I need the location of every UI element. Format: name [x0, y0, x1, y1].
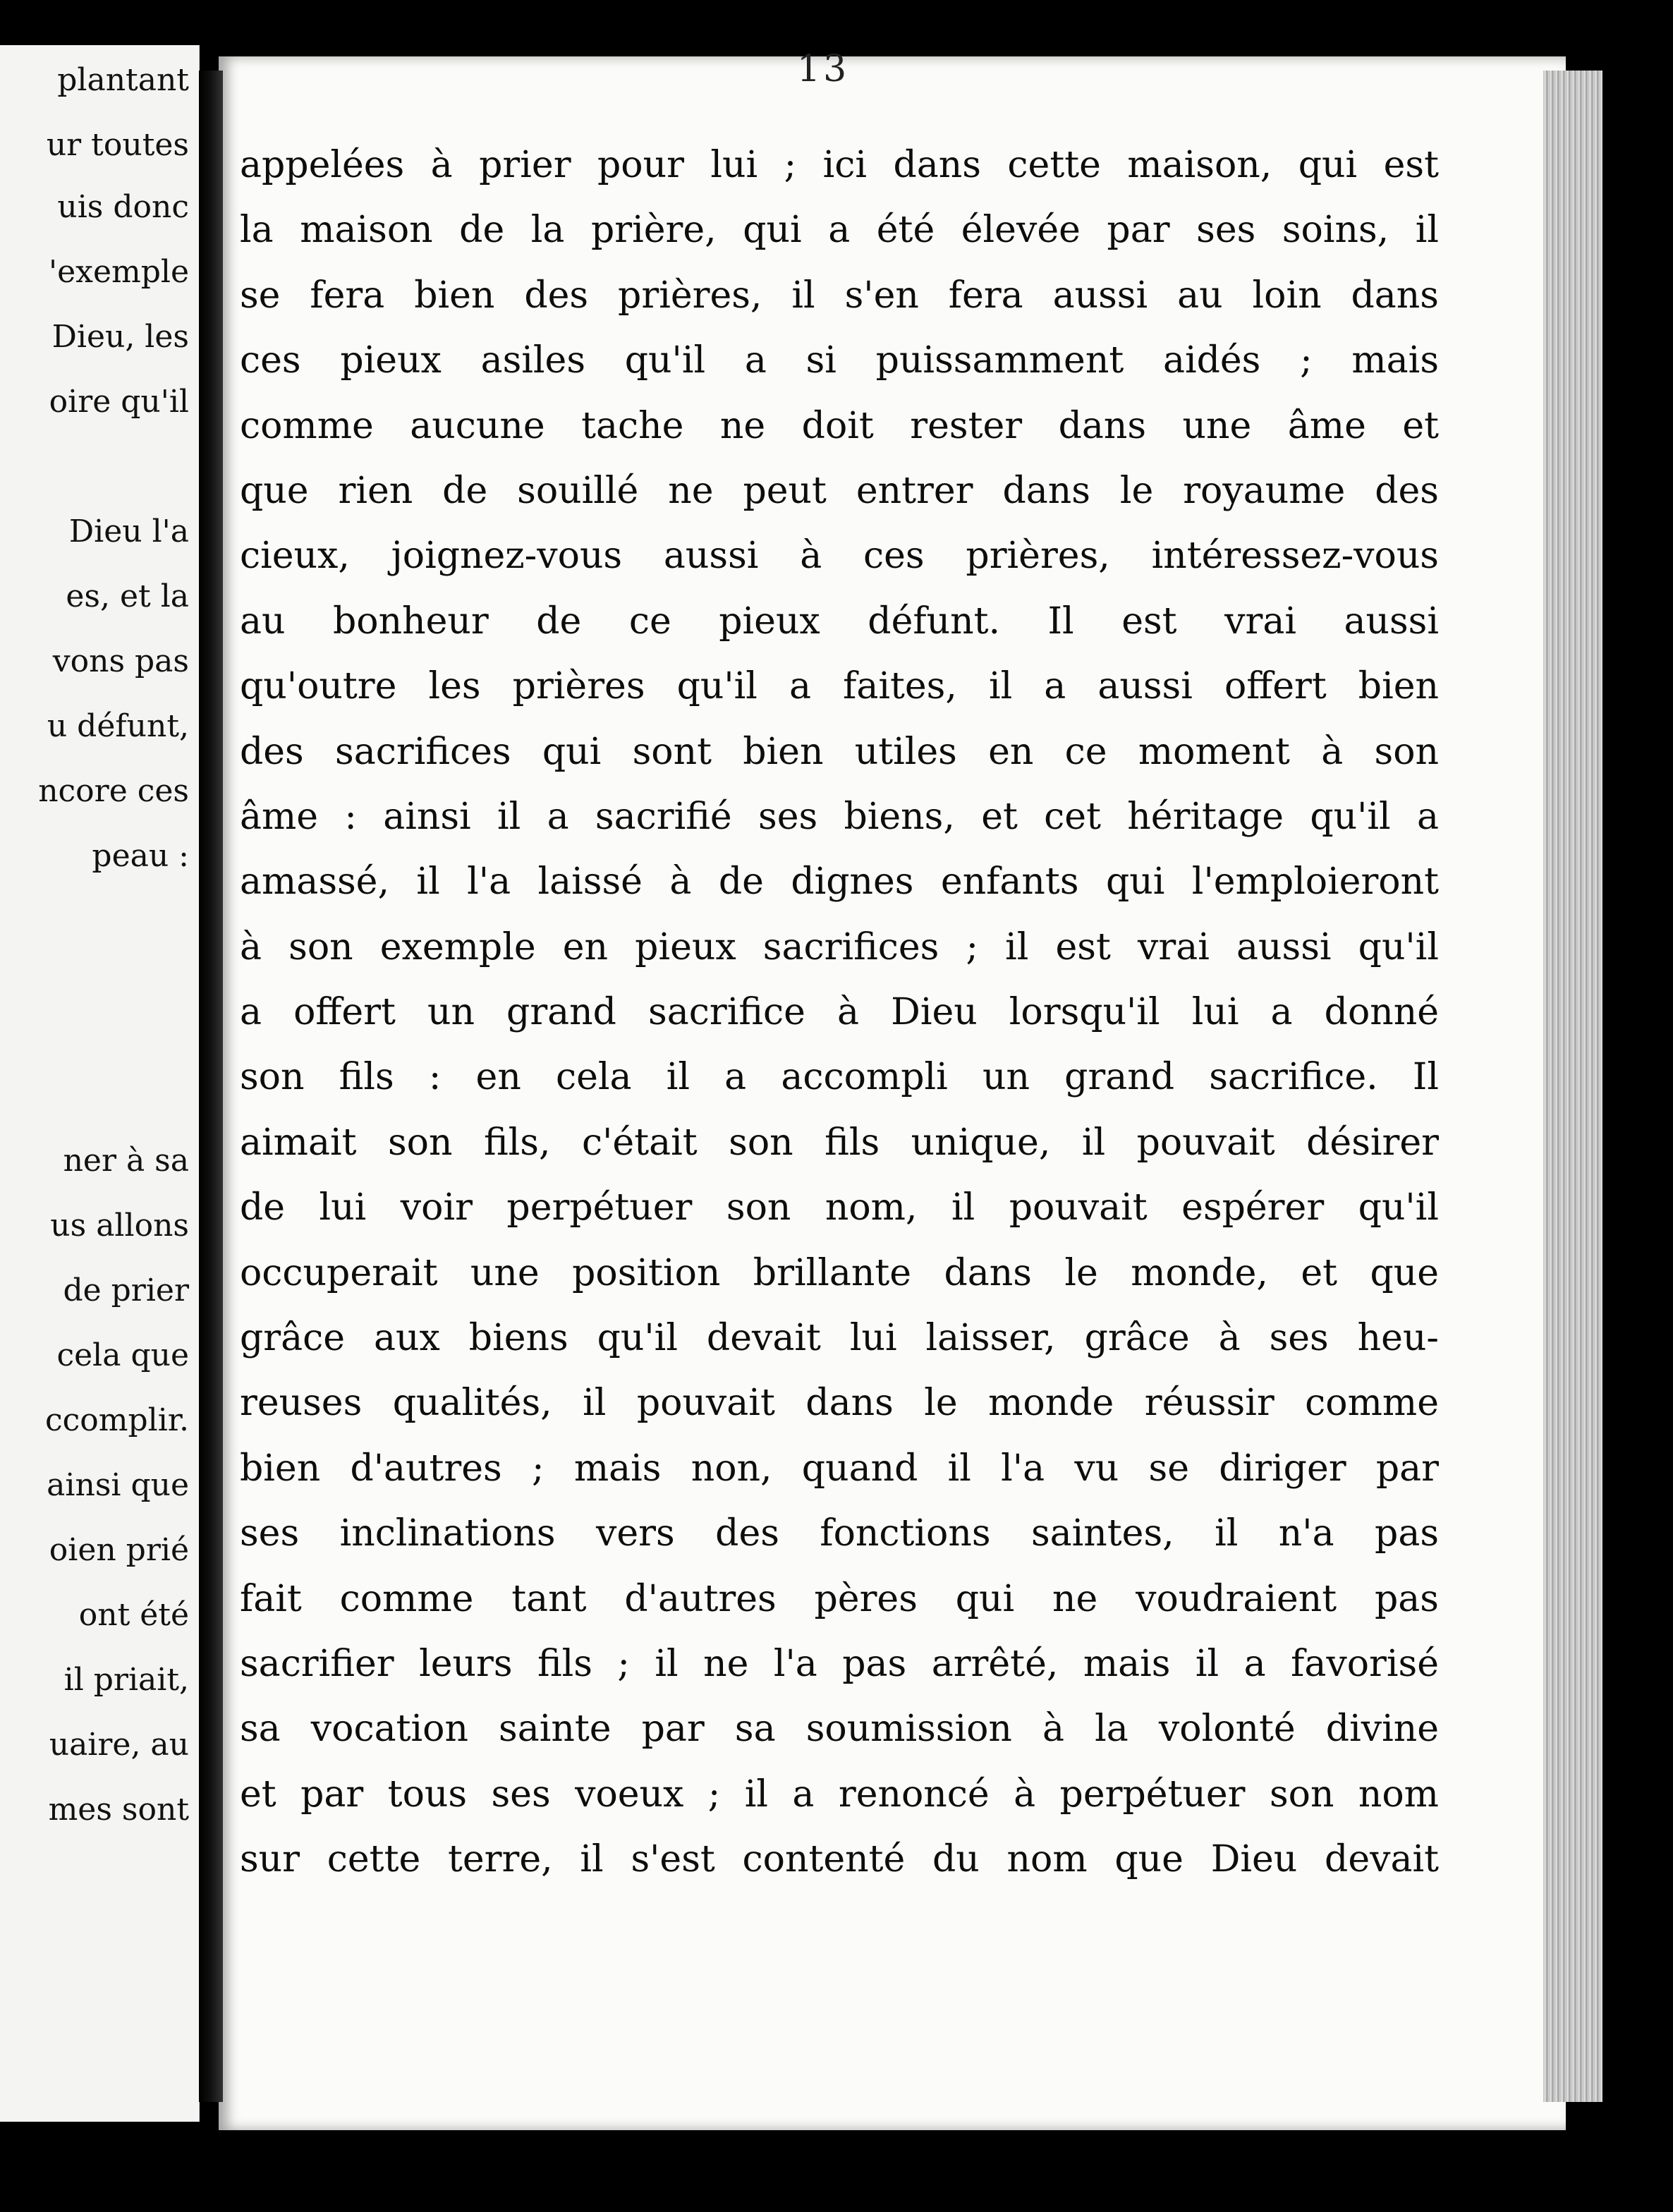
text-line: appelées à prier pour lui ; ici dans cette maison, qui est	[240, 144, 1439, 186]
left-page-line: uis donc	[57, 189, 189, 225]
text-line: grâce aux biens qu'il devait lui laisser, grâce à ses heu-	[240, 1317, 1439, 1360]
left-page-line: mes sont	[48, 1792, 189, 1828]
text-line: que rien de souillé ne peut entrer dans le royaume des	[240, 469, 1439, 512]
text-line: se fera bien des prières, il s'en fera aussi au loin dans	[240, 274, 1439, 317]
left-page-line: cela que	[56, 1337, 189, 1373]
text-line: sa vocation sainte par sa soumission à la volonté divine	[240, 1708, 1439, 1751]
text-line: de lui voir perpétuer son nom, il pouvait espérer qu'il	[240, 1186, 1439, 1229]
left-page-line: Dieu, les	[51, 319, 189, 355]
left-page-line: ner à sa	[63, 1143, 189, 1179]
text-line: fait comme tant d'autres pères qui ne voudraient pas	[240, 1577, 1439, 1620]
text-line: occuperait une position brillante dans le monde, et que	[240, 1251, 1439, 1294]
text-line: qu'outre les prières qu'il a faites, il a aussi offert bien	[240, 665, 1439, 708]
text-line: au bonheur de ce pieux défunt. Il est vrai aussi	[240, 600, 1439, 643]
text-line: bien d'autres ; mais non, quand il l'a vu se diriger par	[240, 1447, 1439, 1490]
left-page-line: ccomplir.	[45, 1402, 189, 1438]
left-page-line: de prier	[63, 1272, 189, 1308]
text-line: âme : ainsi il a sacrifié ses biens, et cet héritage qu'il a	[240, 795, 1439, 838]
left-page-line: uaire, au	[49, 1727, 189, 1763]
text-line: la maison de la prière, qui a été élevée par ses soins, il	[240, 209, 1439, 252]
left-page-line: plantant	[57, 62, 189, 98]
left-page-line: vons pas	[52, 643, 189, 679]
text-line: sur cette terre, il s'est contenté du nom que Dieu devait	[240, 1838, 1439, 1881]
left-page-line: ur toutes	[46, 127, 189, 163]
left-page-line: oien prié	[49, 1532, 189, 1568]
left-page-line: oire qu'il	[49, 384, 189, 420]
text-line: ces pieux asiles qu'il a si puissamment aidés ; mais	[240, 339, 1439, 382]
text-line: cieux, joignez-vous aussi à ces prières, intéressez-vous	[240, 535, 1439, 578]
page-number: 13	[797, 48, 850, 90]
left-page-line: ncore ces	[38, 773, 189, 809]
text-line: des sacrifices qui sont bien utiles en ce moment à son	[240, 730, 1439, 773]
text-line: ses inclinations vers des fonctions saintes, il n'a pas	[240, 1512, 1439, 1555]
text-line: sacrifier leurs fils ; il ne l'a pas arrêté, mais il a favorisé	[240, 1642, 1439, 1685]
text-line: amassé, il l'a laissé à de dignes enfants qui l'emploieront	[240, 861, 1439, 904]
left-page-line: peau :	[92, 838, 189, 874]
text-line: a offert un grand sacrifice à Dieu lorsqu'il lui a donné	[240, 991, 1439, 1034]
text-line: son fils : en cela il a accompli un grand sacrifice. Il	[240, 1056, 1439, 1099]
text-line: comme aucune tache ne doit rester dans une âme et	[240, 404, 1439, 447]
left-page-line: us allons	[50, 1208, 189, 1244]
page-edges	[1543, 71, 1602, 2102]
left-page-line: Dieu l'a	[68, 514, 189, 549]
text-line: aimait son fils, c'était son fils unique, il pouvait désirer	[240, 1121, 1439, 1164]
left-page-line: 'exemple	[49, 254, 189, 290]
left-page-line: il priait,	[63, 1662, 189, 1698]
left-page-line: es, et la	[66, 578, 189, 614]
book-gutter	[199, 71, 223, 2102]
left-page-line: ont été	[78, 1597, 189, 1633]
left-page-line: ainsi que	[47, 1467, 189, 1503]
previous-page-fragment	[0, 45, 200, 2122]
text-line: reuses qualités, il pouvait dans le monde réussir comme	[240, 1382, 1439, 1425]
page-body-text	[240, 133, 1439, 1892]
text-line: à son exemple en pieux sacrifices ; il est vrai aussi qu'il	[240, 925, 1439, 968]
left-page-line: u défunt,	[47, 708, 189, 744]
text-line: et par tous ses voeux ; il a renoncé à perpétuer son nom	[240, 1773, 1439, 1816]
